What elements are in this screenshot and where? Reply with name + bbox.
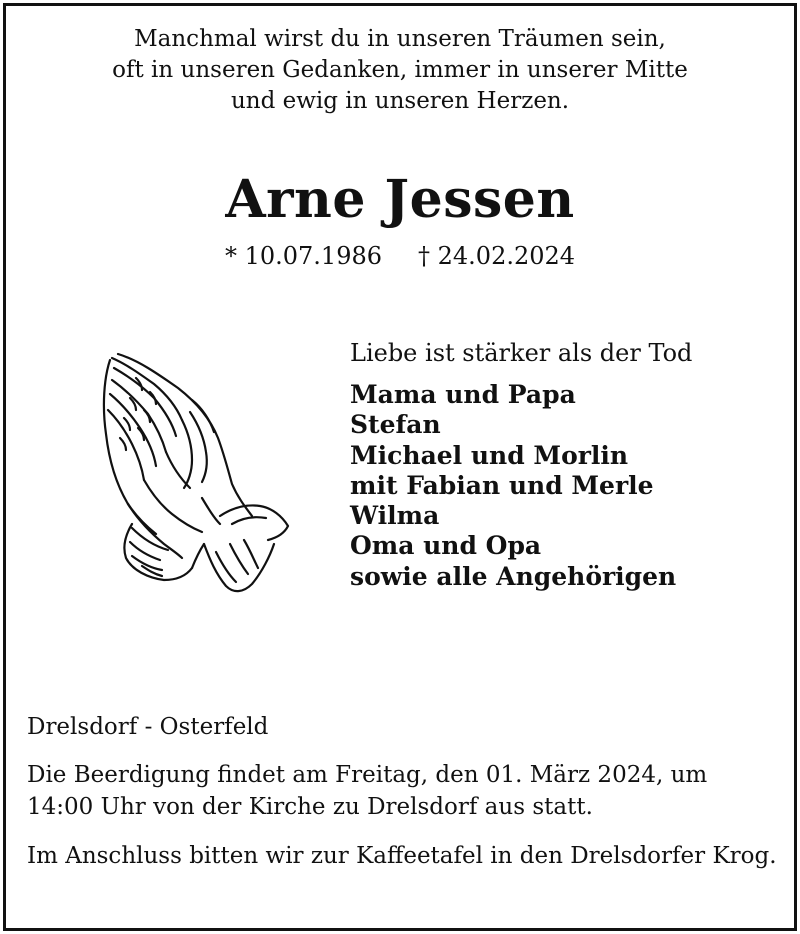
family-list bbox=[350, 380, 676, 592]
death-date: † 24.02.2024 bbox=[418, 242, 576, 270]
funeral-info: Die Beerdigung findet am Freitag, den 01. März 2024, um 14:00 Uhr von der Kirche zu Drelsdorf aus statt. bbox=[27, 762, 708, 820]
deceased-name: Arne Jessen bbox=[225, 169, 575, 230]
birth-date: * 10.07.1986 bbox=[224, 242, 382, 270]
family-member: Mama und Papa bbox=[350, 380, 576, 409]
poem bbox=[0, 24, 800, 117]
poem-line: Manchmal wirst du in unseren Träumen sein, bbox=[134, 26, 666, 52]
life-dates bbox=[0, 240, 800, 272]
family-member: Michael und Morlin bbox=[350, 440, 629, 470]
family-member: Wilma bbox=[350, 501, 440, 531]
family-member: Oma und Opa bbox=[350, 531, 542, 561]
motto: Liebe ist stärker als der Tod bbox=[350, 339, 693, 367]
praying-hands-icon bbox=[92, 348, 292, 596]
reception-info: Im Anschluss bitten wir zur Kaffeetafel in den Drelsdorfer Krog. bbox=[27, 843, 777, 869]
poem-line: oft in unseren Gedanken, immer in unserer Mitte bbox=[112, 57, 688, 83]
family-member: sowie alle Angehörigen bbox=[350, 561, 677, 591]
poem-line: und ewig in unseren Herzen. bbox=[230, 88, 570, 114]
family-member: Stefan bbox=[350, 410, 441, 440]
place-text: Drelsdorf - Osterfeld bbox=[27, 714, 269, 740]
family-member: mit Fabian und Merle bbox=[350, 470, 654, 500]
